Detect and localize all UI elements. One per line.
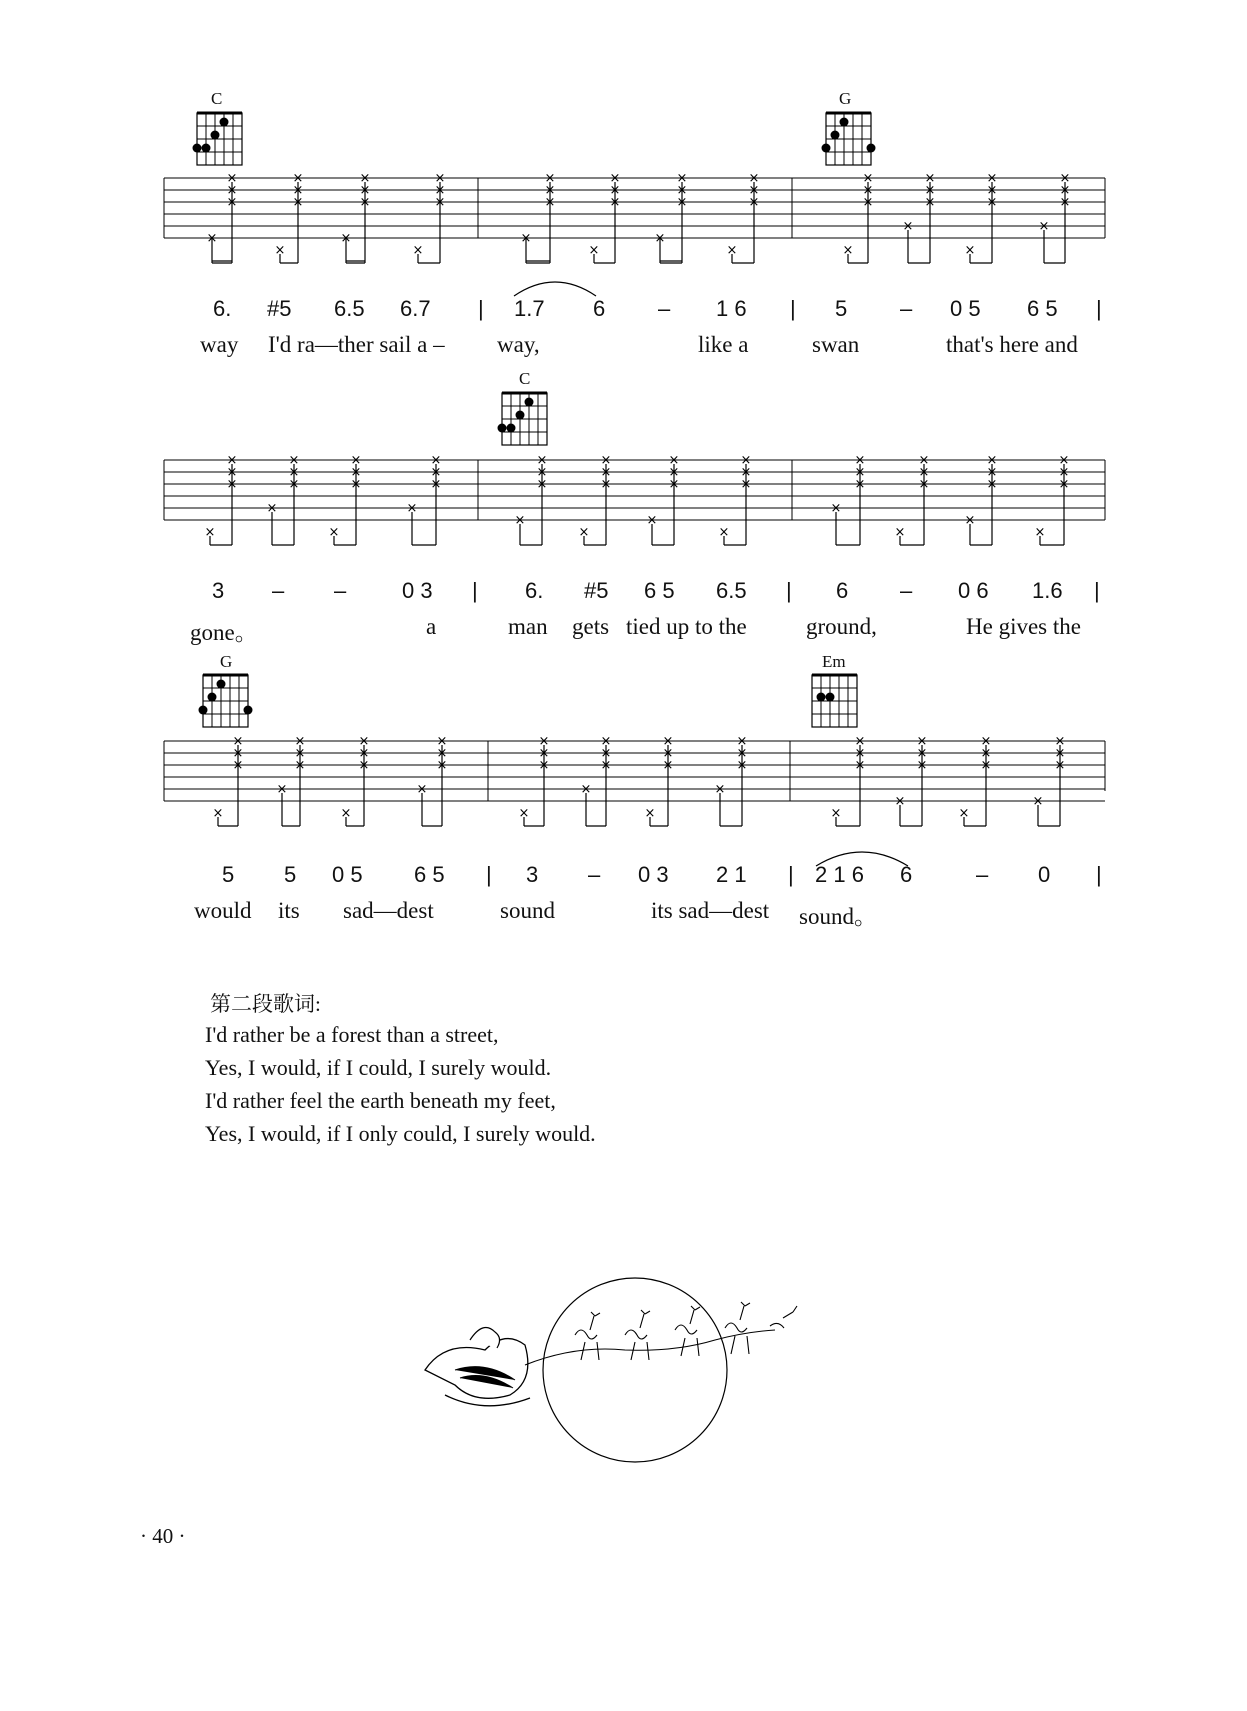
svg-text:×: × bbox=[986, 195, 998, 210]
svg-text:×: × bbox=[676, 195, 688, 210]
svg-text:×: × bbox=[266, 501, 278, 516]
svg-text:×: × bbox=[436, 746, 448, 761]
svg-text:×: × bbox=[894, 525, 906, 540]
svg-text:×: × bbox=[1054, 746, 1066, 761]
verse2-line: I'd rather be a forest than a street, bbox=[205, 1022, 499, 1047]
svg-text:×: × bbox=[894, 794, 906, 809]
svg-text:×: × bbox=[600, 477, 612, 492]
note: 6 bbox=[593, 296, 606, 321]
svg-text:×: × bbox=[854, 746, 866, 761]
svg-text:×: × bbox=[830, 501, 842, 516]
svg-text:×: × bbox=[340, 231, 352, 246]
svg-text:×: × bbox=[918, 465, 930, 480]
svg-text:×: × bbox=[359, 195, 371, 210]
svg-text:×: × bbox=[964, 513, 976, 528]
svg-text:×: × bbox=[924, 171, 936, 186]
svg-text:×: × bbox=[918, 453, 930, 468]
svg-text:×: × bbox=[430, 477, 442, 492]
svg-text:×: × bbox=[668, 477, 680, 492]
svg-text:×: × bbox=[288, 477, 300, 492]
svg-text:×: × bbox=[350, 465, 362, 480]
note: 6. bbox=[213, 296, 232, 321]
svg-text:×: × bbox=[740, 465, 752, 480]
svg-text:×: × bbox=[430, 453, 442, 468]
barline: | bbox=[1096, 862, 1102, 887]
lyric: sad—dest bbox=[343, 898, 434, 923]
verse2-line: Yes, I would, if I only could, I surely would. bbox=[205, 1121, 596, 1146]
svg-text:×: × bbox=[412, 243, 424, 258]
svg-text:×: × bbox=[292, 171, 304, 186]
lyric: gets bbox=[572, 614, 610, 639]
verse2-title: 第二段歌词: bbox=[210, 992, 321, 1016]
tab-staff-row3 bbox=[160, 731, 1110, 841]
svg-text:×: × bbox=[958, 806, 970, 821]
svg-text:×: × bbox=[232, 758, 244, 773]
note: 6 5 bbox=[1027, 296, 1058, 321]
svg-text:×: × bbox=[854, 465, 866, 480]
note: 0 5 bbox=[332, 862, 363, 887]
svg-text:×: × bbox=[980, 746, 992, 761]
svg-text:×: × bbox=[924, 183, 936, 198]
svg-text:×: × bbox=[204, 525, 216, 540]
svg-text:×: × bbox=[740, 453, 752, 468]
slur-row1 bbox=[510, 272, 600, 302]
svg-text:×: × bbox=[520, 231, 532, 246]
lyric: tied up to the bbox=[626, 614, 747, 639]
chord-name-c: C bbox=[519, 369, 531, 388]
svg-text:×: × bbox=[830, 806, 842, 821]
svg-text:×: × bbox=[1058, 453, 1070, 468]
svg-text:×: × bbox=[544, 195, 556, 210]
svg-text:×: × bbox=[740, 477, 752, 492]
note: 1.7 bbox=[514, 296, 545, 321]
svg-text:×: × bbox=[514, 513, 526, 528]
svg-text:×: × bbox=[1058, 465, 1070, 480]
svg-text:×: × bbox=[676, 171, 688, 186]
chord-diagram-c bbox=[496, 390, 556, 450]
svg-text:×: × bbox=[536, 465, 548, 480]
svg-text:×: × bbox=[294, 734, 306, 749]
verse2-line: Yes, I would, if I could, I surely would. bbox=[205, 1055, 552, 1080]
note: 6 bbox=[836, 578, 849, 603]
note: #5 bbox=[584, 578, 609, 603]
lyric: its bbox=[278, 898, 300, 923]
svg-text:×: × bbox=[226, 183, 238, 198]
svg-text:×: × bbox=[600, 746, 612, 761]
barline: | bbox=[790, 296, 796, 321]
svg-text:×: × bbox=[668, 453, 680, 468]
svg-text:×: × bbox=[600, 453, 612, 468]
svg-text:×: × bbox=[288, 453, 300, 468]
svg-text:×: × bbox=[1038, 219, 1050, 234]
note: #5 bbox=[267, 296, 292, 321]
svg-text:×: × bbox=[434, 195, 446, 210]
svg-text:×: × bbox=[340, 806, 352, 821]
svg-text:×: × bbox=[646, 513, 658, 528]
svg-text:×: × bbox=[918, 477, 930, 492]
svg-text:×: × bbox=[328, 525, 340, 540]
svg-text:×: × bbox=[736, 734, 748, 749]
note: 0 3 bbox=[638, 862, 669, 887]
note: 2 1 bbox=[716, 862, 747, 887]
svg-text:×: × bbox=[206, 231, 218, 246]
lyric: swan bbox=[812, 332, 860, 357]
svg-text:×: × bbox=[538, 758, 550, 773]
svg-text:×: × bbox=[1059, 195, 1071, 210]
svg-text:×: × bbox=[748, 171, 760, 186]
svg-text:×: × bbox=[986, 453, 998, 468]
svg-text:×: × bbox=[980, 734, 992, 749]
svg-text:×: × bbox=[662, 758, 674, 773]
svg-text:×: × bbox=[274, 243, 286, 258]
svg-text:×: × bbox=[980, 758, 992, 773]
verse2-line: I'd rather feel the earth beneath my feet, bbox=[205, 1088, 556, 1113]
svg-text:×: × bbox=[986, 183, 998, 198]
lyric: that's here and bbox=[946, 332, 1078, 357]
svg-text:×: × bbox=[662, 746, 674, 761]
note: 6.5 bbox=[334, 296, 365, 321]
lyric: like a bbox=[698, 332, 749, 357]
dash: – bbox=[272, 578, 285, 603]
note: 6 5 bbox=[414, 862, 445, 887]
svg-text:×: × bbox=[538, 746, 550, 761]
chord-diagram-g bbox=[197, 672, 257, 732]
svg-text:×: × bbox=[654, 231, 666, 246]
lyric: gone。 bbox=[190, 620, 258, 645]
santa-sleigh-illustration bbox=[415, 1270, 835, 1470]
note: 6.7 bbox=[400, 296, 431, 321]
svg-text:×: × bbox=[416, 782, 428, 797]
svg-text:×: × bbox=[1032, 794, 1044, 809]
svg-text:×: × bbox=[600, 465, 612, 480]
svg-text:×: × bbox=[736, 746, 748, 761]
svg-text:×: × bbox=[986, 477, 998, 492]
barline: | bbox=[472, 578, 478, 603]
svg-text:×: × bbox=[538, 734, 550, 749]
lyric: way, bbox=[497, 332, 540, 357]
note: 1 6 bbox=[716, 296, 747, 321]
chord-name-g: G bbox=[839, 89, 852, 108]
svg-text:×: × bbox=[226, 195, 238, 210]
svg-text:×: × bbox=[226, 477, 238, 492]
svg-text:×: × bbox=[862, 195, 874, 210]
svg-text:×: × bbox=[294, 758, 306, 773]
svg-text:×: × bbox=[854, 453, 866, 468]
svg-text:×: × bbox=[436, 734, 448, 749]
svg-text:×: × bbox=[536, 477, 548, 492]
svg-text:×: × bbox=[580, 782, 592, 797]
dash: – bbox=[900, 578, 913, 603]
dash: – bbox=[334, 578, 347, 603]
lyric: way bbox=[200, 332, 239, 357]
svg-text:×: × bbox=[350, 453, 362, 468]
svg-text:×: × bbox=[350, 477, 362, 492]
chord-name-em: Em bbox=[822, 652, 846, 671]
chord-name-c: C bbox=[211, 89, 223, 108]
svg-text:×: × bbox=[212, 806, 224, 821]
svg-text:×: × bbox=[662, 734, 674, 749]
note: 3 bbox=[212, 578, 225, 603]
svg-text:×: × bbox=[916, 758, 928, 773]
svg-text:×: × bbox=[1054, 758, 1066, 773]
svg-text:×: × bbox=[226, 465, 238, 480]
svg-text:×: × bbox=[748, 183, 760, 198]
page-number: · 40 · bbox=[140, 1524, 186, 1548]
note: 6 bbox=[900, 862, 913, 887]
note: 0 5 bbox=[950, 296, 981, 321]
note: 0 3 bbox=[402, 578, 433, 603]
note: 5 bbox=[222, 862, 235, 887]
svg-text:×: × bbox=[600, 734, 612, 749]
svg-text:×: × bbox=[668, 465, 680, 480]
lyric: sound bbox=[500, 898, 555, 923]
svg-text:×: × bbox=[1058, 477, 1070, 492]
svg-text:×: × bbox=[842, 243, 854, 258]
svg-text:×: × bbox=[294, 746, 306, 761]
svg-text:×: × bbox=[676, 183, 688, 198]
lyric: He gives the bbox=[966, 614, 1081, 639]
note: 6.5 bbox=[716, 578, 747, 603]
svg-text:×: × bbox=[718, 525, 730, 540]
svg-text:×: × bbox=[1059, 183, 1071, 198]
dash: – bbox=[658, 296, 671, 321]
numbered-notation-row2 bbox=[0, 578, 1247, 618]
svg-text:×: × bbox=[406, 501, 418, 516]
dash: – bbox=[900, 296, 913, 321]
svg-text:×: × bbox=[986, 465, 998, 480]
svg-text:×: × bbox=[986, 171, 998, 186]
svg-text:×: × bbox=[578, 525, 590, 540]
svg-text:×: × bbox=[736, 758, 748, 773]
note: 5 bbox=[284, 862, 297, 887]
svg-text:×: × bbox=[226, 171, 238, 186]
svg-text:×: × bbox=[358, 734, 370, 749]
chord-name-g: G bbox=[220, 652, 233, 671]
svg-text:×: × bbox=[854, 734, 866, 749]
chord-diagram-c bbox=[191, 110, 251, 170]
svg-text:×: × bbox=[359, 171, 371, 186]
svg-text:×: × bbox=[924, 195, 936, 210]
svg-text:×: × bbox=[1054, 734, 1066, 749]
chord-diagram-em bbox=[806, 672, 866, 732]
svg-text:×: × bbox=[358, 758, 370, 773]
svg-text:×: × bbox=[518, 806, 530, 821]
barline: | bbox=[478, 296, 484, 321]
svg-text:×: × bbox=[1034, 525, 1046, 540]
barline: | bbox=[786, 578, 792, 603]
svg-text:×: × bbox=[292, 183, 304, 198]
svg-text:×: × bbox=[600, 758, 612, 773]
svg-text:×: × bbox=[862, 183, 874, 198]
dash: – bbox=[588, 862, 601, 887]
slur-row3 bbox=[812, 842, 912, 872]
svg-text:×: × bbox=[358, 746, 370, 761]
note: 1.6 bbox=[1032, 578, 1063, 603]
lyric: sound。 bbox=[799, 904, 877, 929]
note: 2 1 6 bbox=[815, 862, 864, 887]
dash: – bbox=[976, 862, 989, 887]
svg-text:×: × bbox=[609, 171, 621, 186]
note: 5 bbox=[835, 296, 848, 321]
lyric: ground, bbox=[806, 614, 877, 639]
svg-text:×: × bbox=[434, 171, 446, 186]
svg-text:×: × bbox=[430, 465, 442, 480]
svg-text:×: × bbox=[714, 782, 726, 797]
svg-text:×: × bbox=[726, 243, 738, 258]
svg-text:×: × bbox=[276, 782, 288, 797]
barline: | bbox=[1096, 296, 1102, 321]
lyric: would bbox=[194, 898, 252, 923]
svg-text:×: × bbox=[862, 171, 874, 186]
note: 3 bbox=[526, 862, 539, 887]
lyric: its sad—dest bbox=[651, 898, 770, 923]
svg-text:×: × bbox=[226, 453, 238, 468]
tab-staff-row1 bbox=[160, 168, 1110, 278]
numbered-notation-row3 bbox=[0, 862, 1247, 902]
svg-text:×: × bbox=[916, 734, 928, 749]
svg-text:×: × bbox=[359, 183, 371, 198]
svg-text:×: × bbox=[964, 243, 976, 258]
svg-text:×: × bbox=[854, 758, 866, 773]
svg-text:×: × bbox=[232, 734, 244, 749]
note: 6. bbox=[525, 578, 544, 603]
svg-text:×: × bbox=[916, 746, 928, 761]
lyric: I'd ra—ther sail a – bbox=[268, 332, 445, 357]
barline: | bbox=[788, 862, 794, 887]
barline: | bbox=[1094, 578, 1100, 603]
svg-text:×: × bbox=[288, 465, 300, 480]
svg-text:×: × bbox=[544, 171, 556, 186]
numbered-notation-row1 bbox=[0, 296, 1247, 336]
svg-text:×: × bbox=[748, 195, 760, 210]
note: 0 bbox=[1038, 862, 1051, 887]
note: 6 5 bbox=[644, 578, 675, 603]
lyric: a bbox=[426, 614, 437, 639]
svg-text:×: × bbox=[644, 806, 656, 821]
svg-text:×: × bbox=[902, 219, 914, 234]
svg-text:×: × bbox=[588, 243, 600, 258]
svg-text:×: × bbox=[436, 758, 448, 773]
barline: | bbox=[486, 862, 492, 887]
svg-text:×: × bbox=[544, 183, 556, 198]
svg-text:×: × bbox=[434, 183, 446, 198]
chord-diagram-g bbox=[820, 110, 880, 170]
svg-text:×: × bbox=[232, 746, 244, 761]
svg-text:×: × bbox=[292, 195, 304, 210]
tab-staff-row2 bbox=[160, 450, 1110, 560]
svg-text:×: × bbox=[536, 453, 548, 468]
lyric: man bbox=[508, 614, 548, 639]
svg-text:×: × bbox=[609, 195, 621, 210]
svg-text:×: × bbox=[609, 183, 621, 198]
svg-text:×: × bbox=[854, 477, 866, 492]
note: 0 6 bbox=[958, 578, 989, 603]
svg-text:×: × bbox=[1059, 171, 1071, 186]
